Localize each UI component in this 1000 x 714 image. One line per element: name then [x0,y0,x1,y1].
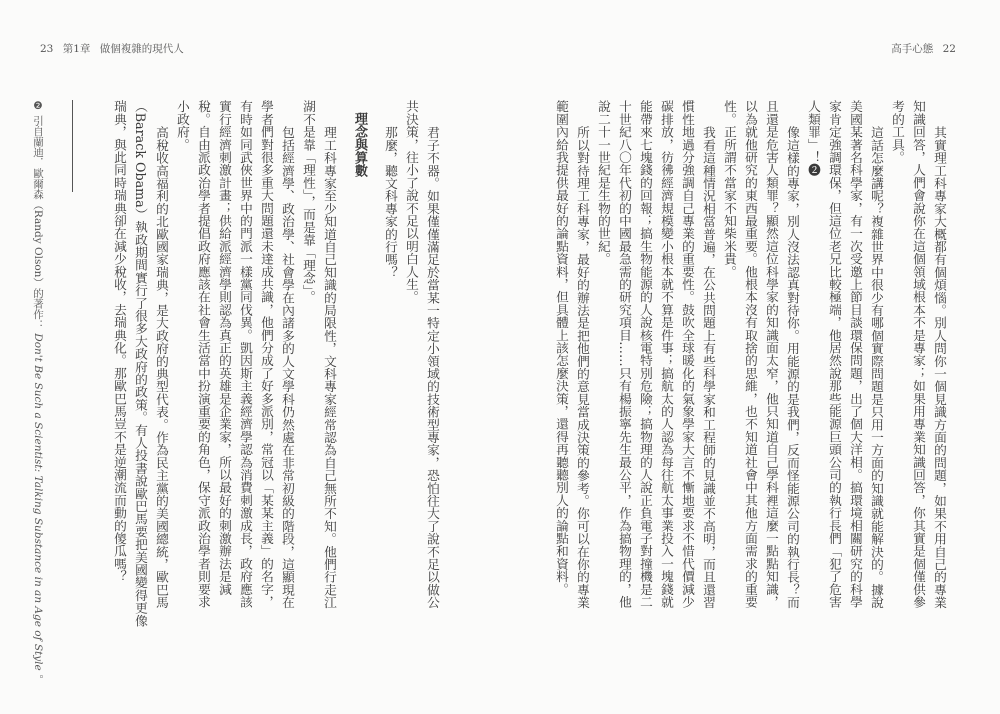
footnote-text: 引自蘭迪．歐爾森（Randy Olson）的著作： [32,115,44,330]
text-column: 高稅收高福利的北歐國家瑞典，是大政府的典型代表。作為民主黨的美國總統，歐巴馬 [154,126,169,609]
page-number-right: 22 [942,43,956,55]
book-title: 高手心態 [891,43,934,55]
text-column: 包括經濟學、政治學、社會學在內諸多的人文學科仍然處在非常初級的階段，這顯現在 [280,126,295,609]
text-column: 共決策，往小了說不足以明白人生。 [404,100,419,304]
section-heading: 理念與算數 [352,112,367,177]
chapter-title: 做個複雜的現代人 [99,43,184,55]
text-column: 實行經濟刺激計畫；供給派經濟學則認為真正的英雄是企業家，所以最好的刺激辦法是減 [217,100,232,596]
text-column: 性。正所謂不當家不知柴米貴。 [722,100,737,278]
text-column: 慣性地過分強調自己專業的重要性。鼓吹全球暖化的氣象學家大言不慚地要求不惜代價減少 [680,100,695,608]
text-column: 說二十一世紀是生物的世紀。 [596,100,611,266]
text-column: 君子不器。如果僅僅滿足於當某一特定小領域的技術型專家，恐怕往大了說不足以做公 [425,126,440,609]
text-column: 理工科專家至少知道自己知識的局限性，文科專家經常認為自己無所不知。他們行走江 [322,126,337,609]
text-column: 美國某著名科學家，有一次受邀上節目談環保問題，出了個大洋相。搞環境相關研究的科學 [848,100,863,608]
text-column: 這話怎麼講呢？複雜世界中很少有哪個實際問題是只用一方面的知識就能解決的。據說 [869,126,884,609]
page-number-left: 23 [40,43,54,55]
text-column: 範圍內給我提供最好的論點資料，但具體上該怎麼決策，還得再聽聽別人的論點和資料。 [554,100,569,596]
text-column: 像這樣的專家，別人沒法認真對待你。用能源的是我們，反而怪能源公司的執行長？而 [785,126,800,609]
text-column: 那麼，聽文科專家的行嗎？ [383,126,398,279]
text-column: （Barack Obama）執政期間實行了很多大政府的政策。有人投書說歐巴馬要把美國變得更像 [133,100,148,627]
running-header-left [40,41,190,56]
text-column: 且還是危害人類罪？顯然這位科學家的知識面太窄，他只知道自己學科裡這麼一點點知識， [764,100,779,608]
right-page-body [551,100,950,620]
text-column: 能帶來七塊錢的回報；搞生物能源的人說核電特別危險；搞物理的人說正負電子對撞機是二 [638,100,653,608]
text-column: 其實理工科專家大概都有個煩惱。別人問你一個見識方面的問題，如果不用自己的專業 [932,126,947,609]
text-column: 瑞典，與此同時瑞典卻在減少稅收，去瑞典化。那歐巴馬豈不是逆潮流而動的傻瓜嗎？ [112,100,127,583]
footnote-end: 。 [32,674,44,685]
left-page-body [109,100,443,627]
chapter-label: 第1章 [62,43,91,55]
footnote-book-title: Don't Be Such a Scientist: Talking Substance in an Age of Style [32,333,44,671]
text-column: 家肯定強調環保，但這位老兄比較極端，他居然說那些能源巨頭公司的執行長們「犯了危害 [827,100,842,608]
text-column: 稅。自由派政治學者提倡政府應該在社會生活當中扮演重要的角色，保守派政治學者則要求 [196,100,211,608]
text-column: 學者們對很多重大問題還未達成共識，他們分成了好多派別，常冠以「某某主義」的名字， [259,100,274,608]
running-header-right [891,41,962,56]
text-column: 考的工具。 [890,100,905,164]
text-column: 我看這種情況相當普遍，在公共問題上有些科學家和工程師的見識並不高明，而且還習 [701,126,716,609]
text-column: 所以對待理工科專家，最好的辦法是把他們的意見當成決策的參考。你可以在你的專業 [575,126,590,609]
footnote-divider [72,100,73,192]
text-column: 碳排放，彷彿經濟規模變小根本就不算是件事；搞航太的人認為每往航太事業投入一塊錢就 [659,100,674,608]
text-column: 人類罪」！❷ [806,100,821,177]
text-column: 小政府。 [175,100,190,151]
text-column: 知識回答，人們會說你在這個領域根本不是專家；如果用專業知識回答，你其實是個僅供參 [911,100,926,608]
text-column: 以為就他研究的東西最重要。他根本沒有取捨的思維，也不知道社會中其他方面需求的重要 [743,100,758,608]
text-column: 湖不是靠「理性」，而是靠「理念」。 [301,100,316,304]
text-column: 有時如同武俠世界中的門派一樣黨同伐異。凱因斯主義經濟學認為消費刺激成長，政府應該 [238,100,253,608]
text-column: 十世紀八〇年代初的中國最急需的研究項目……只有楊振寧先生最公平，作為搞物理的，他 [617,100,632,608]
footnote-marker: ❷ [32,100,44,112]
footnote [28,100,48,685]
